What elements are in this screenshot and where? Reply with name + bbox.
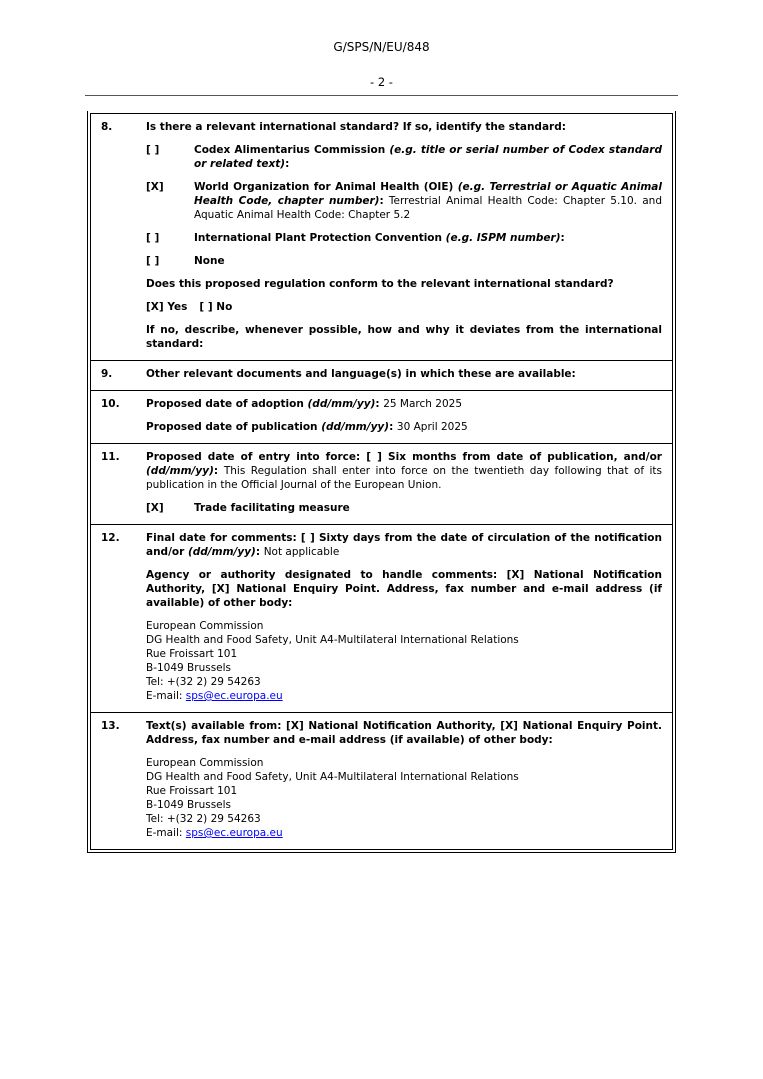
codex-checkbox: [ ] <box>146 144 160 156</box>
email-link[interactable]: sps@ec.europa.eu <box>185 827 283 839</box>
item-13-row <box>91 712 672 849</box>
document-number: G/SPS/N/EU/848 <box>333 40 430 54</box>
item-11-number: 11. <box>101 451 120 463</box>
email-link[interactable]: sps@ec.europa.eu <box>185 690 283 702</box>
yes-checkbox: [X] <box>146 301 164 313</box>
item-12-number: 12. <box>101 532 120 544</box>
item-12-row <box>91 524 672 712</box>
trade-facilitating-checkbox: [X] <box>146 502 164 514</box>
address-line: DG Health and Food Safety, Unit A4-Multilateral International Relations <box>146 634 519 646</box>
item-8-row <box>91 114 672 360</box>
ippc-option <box>146 231 662 245</box>
item-8-number: 8. <box>101 121 113 133</box>
trade-facilitating-line <box>146 501 662 515</box>
codex-option <box>146 143 662 171</box>
agency-text: Agency or authority designated to handle comments: [X] National Notification Authority, [X] National Enquiry Point. Address, fax number and e-mail address (if available) of other body: <box>146 569 662 609</box>
page-number: - 2 - <box>370 75 393 89</box>
address-line: DG Health and Food Safety, Unit A4-Multilateral International Relations <box>146 771 519 783</box>
final-date-value: Not applicable <box>263 546 340 558</box>
yes-label: Yes <box>167 301 188 313</box>
deviation-note: If no, describe, whenever possible, how and why it deviates from the international standard: <box>146 324 662 350</box>
none-option <box>146 254 662 268</box>
adoption-date-value: 25 March 2025 <box>383 398 462 410</box>
item-9-row <box>91 360 672 390</box>
item-13-number: 13. <box>101 720 120 732</box>
notification-table <box>90 113 673 850</box>
item-13-title: Text(s) available from: [X] National Notification Authority, [X] National Enquiry Point. Address, fax number and e-mail address (if available) of other body: <box>146 720 662 746</box>
email-line <box>146 826 662 840</box>
publication-date-line: Proposed date of publication (dd/mm/yy): 30 April 2025 <box>146 421 468 433</box>
none-checkbox: [ ] <box>146 255 160 267</box>
entry-into-force-line: Proposed date of entry into force: [ ] Six months from date of publication, and/or (dd/mm/yy): This Regulation shall enter into force on the twentieth day following that of its publication in the Official Journal of the European Union. <box>146 451 662 491</box>
address-line: Rue Froissart 101 <box>146 648 238 660</box>
email-label: E-mail: <box>146 690 186 702</box>
item-9-number: 9. <box>101 368 113 380</box>
adoption-date-line: Proposed date of adoption (dd/mm/yy): 25 March 2025 <box>146 398 462 410</box>
notification-table-outer-border <box>87 111 676 853</box>
item-10-number: 10. <box>101 398 120 410</box>
no-label: No <box>216 301 233 313</box>
item-11-content <box>146 450 662 515</box>
address-line: Rue Froissart 101 <box>146 785 238 797</box>
item-8-content <box>146 120 662 351</box>
item-9-title: Other relevant documents and language(s) in which these are available: <box>146 368 576 380</box>
item-10-row <box>91 390 672 443</box>
email-line <box>146 689 662 703</box>
page-header <box>0 0 763 89</box>
ippc-option-text: International Plant Protection Convention (e.g. ISPM number): <box>194 232 565 244</box>
item-13-content <box>146 719 662 840</box>
entry-into-force-value: This Regulation shall enter into force on the twentieth day following that of its publication in the Official Journal of the European Union. <box>146 465 662 491</box>
ippc-checkbox: [ ] <box>146 232 160 244</box>
publication-date-value: 30 April 2025 <box>396 421 468 433</box>
address-line: B-1049 Brussels <box>146 799 232 811</box>
conform-question: Does this proposed regulation conform to the relevant international standard? <box>146 278 614 290</box>
no-checkbox: [ ] <box>199 301 213 313</box>
oie-checkbox: [X] <box>146 181 164 193</box>
oie-option-text: World Organization for Animal Health (OIE) (e.g. Terrestrial or Aquatic Animal Health Code, chapter number): Terrestrial Animal Health Code: Chapter 5.10. and Aquatic Animal Health Code: Chapter 5.2 <box>194 181 662 221</box>
codex-option-text: Codex Alimentarius Commission (e.g. title or serial number of Codex standard or related text): <box>194 144 663 170</box>
item-10-content <box>146 397 662 434</box>
item-12-address-block <box>146 619 662 703</box>
item-12-content <box>146 531 662 703</box>
trade-facilitating-label: Trade facilitating measure <box>194 502 350 514</box>
oie-option <box>146 180 662 222</box>
address-line: European Commission <box>146 620 264 632</box>
phone-line: Tel: +(32 2) 29 54263 <box>146 676 261 688</box>
address-line: European Commission <box>146 757 264 769</box>
final-date-line: Final date for comments: [ ] Sixty days from the date of circulation of the notification and/or (dd/mm/yy): Not applicable <box>146 532 662 558</box>
header-divider <box>85 95 678 96</box>
item-9-content <box>146 367 662 381</box>
item-8-title: Is there a relevant international standard? If so, identify the standard: <box>146 121 566 133</box>
email-label: E-mail: <box>146 827 186 839</box>
conform-answer <box>146 300 662 314</box>
phone-line: Tel: +(32 2) 29 54263 <box>146 813 261 825</box>
item-13-address-block <box>146 756 662 840</box>
item-11-row <box>91 443 672 524</box>
none-option-text: None <box>194 255 225 267</box>
address-line: B-1049 Brussels <box>146 662 232 674</box>
